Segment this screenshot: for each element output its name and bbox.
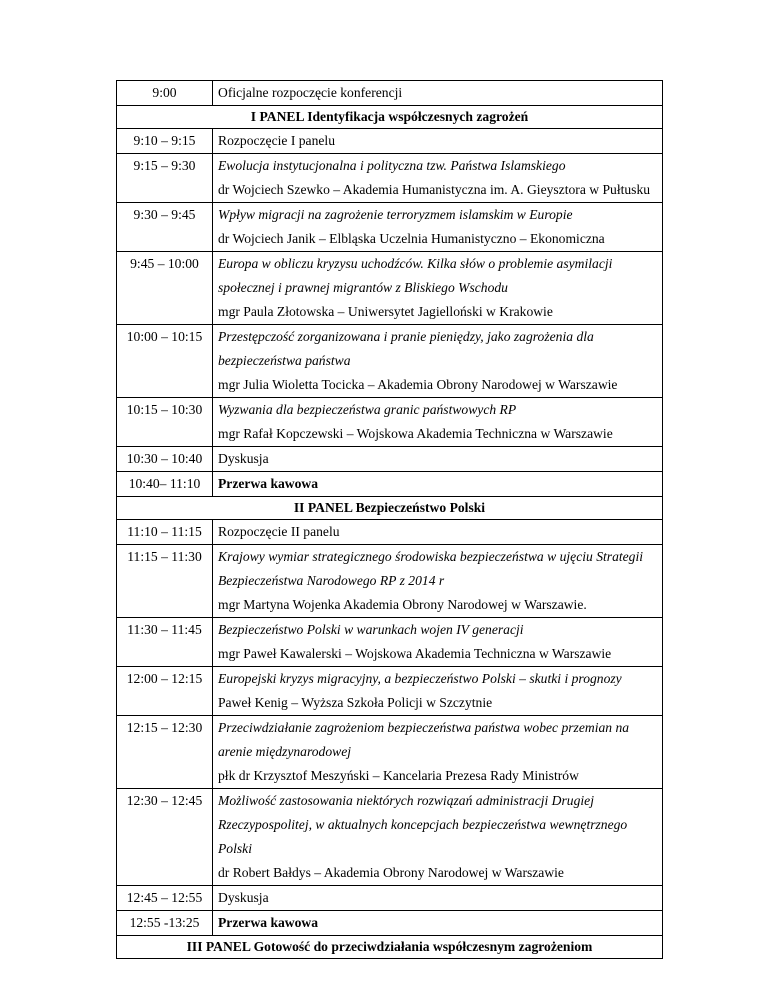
talk-title: społecznej i prawnej migrantów z Bliskiego Wschodu [218,280,508,295]
description-cell [213,203,663,252]
time-cell [117,447,213,472]
item-text: Rozpoczęcie II panelu [218,524,340,539]
talk-title: arenie międzynarodowej [218,744,352,759]
time-slot: 12:00 – 12:15 [126,671,203,686]
description-cell [213,886,663,911]
time-cell [117,789,213,886]
description-cell [213,716,663,789]
item-text: Dyskusja [218,451,269,466]
talk-title: bezpieczeństwa państwa [218,353,351,368]
time-cell [117,618,213,667]
item-text: Oficjalne rozpoczęcie konferencji [218,85,403,100]
panel-header-row [117,106,663,129]
panel-title: I PANEL Identyfikacja współczesnych zagrożeń [250,109,529,124]
time-cell [117,716,213,789]
time-cell [117,325,213,398]
panel-title: III PANEL Gotowość do przeciwdziałania współczesnym zagrożeniom [186,939,593,954]
time-slot: 11:10 – 11:15 [127,524,202,539]
time-slot: 9:10 – 9:15 [133,133,196,148]
speaker-affiliation: mgr Martyna Wojenka Akademia Obrony Narodowej w Warszawie. [218,597,587,612]
time-cell [117,252,213,325]
time-slot: 9:30 – 9:45 [133,207,196,222]
time-slot: 12:30 – 12:45 [126,793,203,808]
schedule-row [117,81,663,106]
schedule-body [117,81,663,959]
speaker-affiliation: dr Robert Bałdys – Akademia Obrony Narodowej w Warszawie [218,865,564,880]
panel-title: II PANEL Bezpieczeństwo Polski [293,500,486,515]
speaker-affiliation: mgr Rafał Kopczewski – Wojskowa Akademia Techniczna w Warszawie [218,426,613,441]
description-cell [213,154,663,203]
time-cell [117,398,213,447]
description-cell [213,472,663,497]
talk-title: Wyzwania dla bezpieczeństwa granic państwowych RP [218,402,517,417]
time-cell [117,154,213,203]
schedule-row [117,129,663,154]
description-cell [213,520,663,545]
talk-title: Przeciwdziałanie zagrożeniom bezpieczeństwa państwa wobec przemian na [218,720,630,735]
time-slot: 11:15 – 11:30 [127,549,202,564]
talk-title: Krajowy wymiar strategicznego środowiska bezpieczeństwa w ujęciu Strategii [218,549,644,564]
description-cell [213,129,663,154]
time-slot: 10:00 – 10:15 [126,329,203,344]
item-text: Rozpoczęcie I panelu [218,133,335,148]
schedule-row [117,911,663,936]
time-slot: 10:30 – 10:40 [126,451,203,466]
panel-header-row [117,497,663,520]
speaker-affiliation: mgr Paula Złotowska – Uniwersytet Jagielloński w Krakowie [218,304,553,319]
schedule-row [117,716,663,789]
description-cell [213,667,663,716]
description-cell [213,789,663,886]
time-slot: 10:40– 11:10 [128,476,201,491]
time-cell [117,667,213,716]
schedule-row [117,545,663,618]
schedule-row [117,618,663,667]
description-cell [213,545,663,618]
time-slot: 10:15 – 10:30 [126,402,203,417]
time-cell [117,545,213,618]
panel-title-cell [117,497,663,520]
speaker-affiliation: mgr Julia Wioletta Tocicka – Akademia Obrony Narodowej w Warszawie [218,377,618,392]
talk-title: Rzeczypospolitej, w aktualnych koncepcjach bezpieczeństwa wewnętrznego [218,817,628,832]
time-slot: 9:00 [152,85,177,100]
time-cell [117,203,213,252]
schedule-row [117,154,663,203]
panel-header-row [117,936,663,959]
talk-title: Europa w obliczu kryzysu uchodźców. Kilka słów o problemie asymilacji [218,256,613,271]
talk-title: Bezpieczeństwo Polski w warunkach wojen IV generacji [218,622,524,637]
time-cell [117,472,213,497]
time-slot: 9:15 – 9:30 [133,158,196,173]
description-cell [213,81,663,106]
schedule-row [117,325,663,398]
time-slot: 12:45 – 12:55 [126,890,203,905]
description-cell [213,911,663,936]
talk-title: Bezpieczeństwa Narodowego RP z 2014 r [218,573,445,588]
talk-title: Możliwość zastosowania niektórych rozwiązań administracji Drugiej [218,793,594,808]
talk-title: Europejski kryzys migracyjny, a bezpieczeństwo Polski – skutki i prognozy [218,671,622,686]
description-cell [213,325,663,398]
schedule-row [117,398,663,447]
time-cell [117,911,213,936]
time-slot: 12:55 -13:25 [129,915,200,930]
schedule-row [117,472,663,497]
schedule-row [117,789,663,886]
description-cell [213,252,663,325]
schedule-row [117,203,663,252]
schedule-row [117,520,663,545]
schedule-row [117,252,663,325]
speaker-affiliation: dr Wojciech Janik – Elbląska Uczelnia Humanistyczno – Ekonomiczna [218,231,605,246]
talk-title: Przestępczość zorganizowana i pranie pieniędzy, jako zagrożenia dla [218,329,594,344]
panel-title-cell [117,936,663,959]
description-cell [213,398,663,447]
speaker-affiliation: mgr Paweł Kawalerski – Wojskowa Akademia Techniczna w Warszawie [218,646,612,661]
panel-title-cell [117,106,663,129]
time-slot: 12:15 – 12:30 [126,720,203,735]
schedule-row [117,886,663,911]
schedule-row [117,447,663,472]
description-cell [213,447,663,472]
time-cell [117,81,213,106]
talk-title: Ewolucja instytucjonalna i polityczna tzw. Państwa Islamskiego [218,158,566,173]
talk-title: Wpływ migracji na zagrożenie terroryzmem islamskim w Europie [218,207,573,222]
time-slot: 9:45 – 10:00 [130,256,199,271]
speaker-affiliation: Paweł Kenig – Wyższa Szkoła Policji w Szczytnie [218,695,493,710]
conference-schedule-table [116,80,663,959]
time-cell [117,886,213,911]
time-slot: 11:30 – 11:45 [127,622,202,637]
schedule-row [117,667,663,716]
speaker-affiliation: dr Wojciech Szewko – Akademia Humanistyczna im. A. Gieysztora w Pułtusku [218,182,651,197]
time-cell [117,520,213,545]
speaker-affiliation: płk dr Krzysztof Meszyński – Kancelaria Prezesa Rady Ministrów [218,768,579,783]
description-cell [213,618,663,667]
item-text: Przerwa kawowa [218,915,319,930]
item-text: Dyskusja [218,890,269,905]
item-text: Przerwa kawowa [218,476,319,491]
talk-title: Polski [218,841,252,856]
time-cell [117,129,213,154]
